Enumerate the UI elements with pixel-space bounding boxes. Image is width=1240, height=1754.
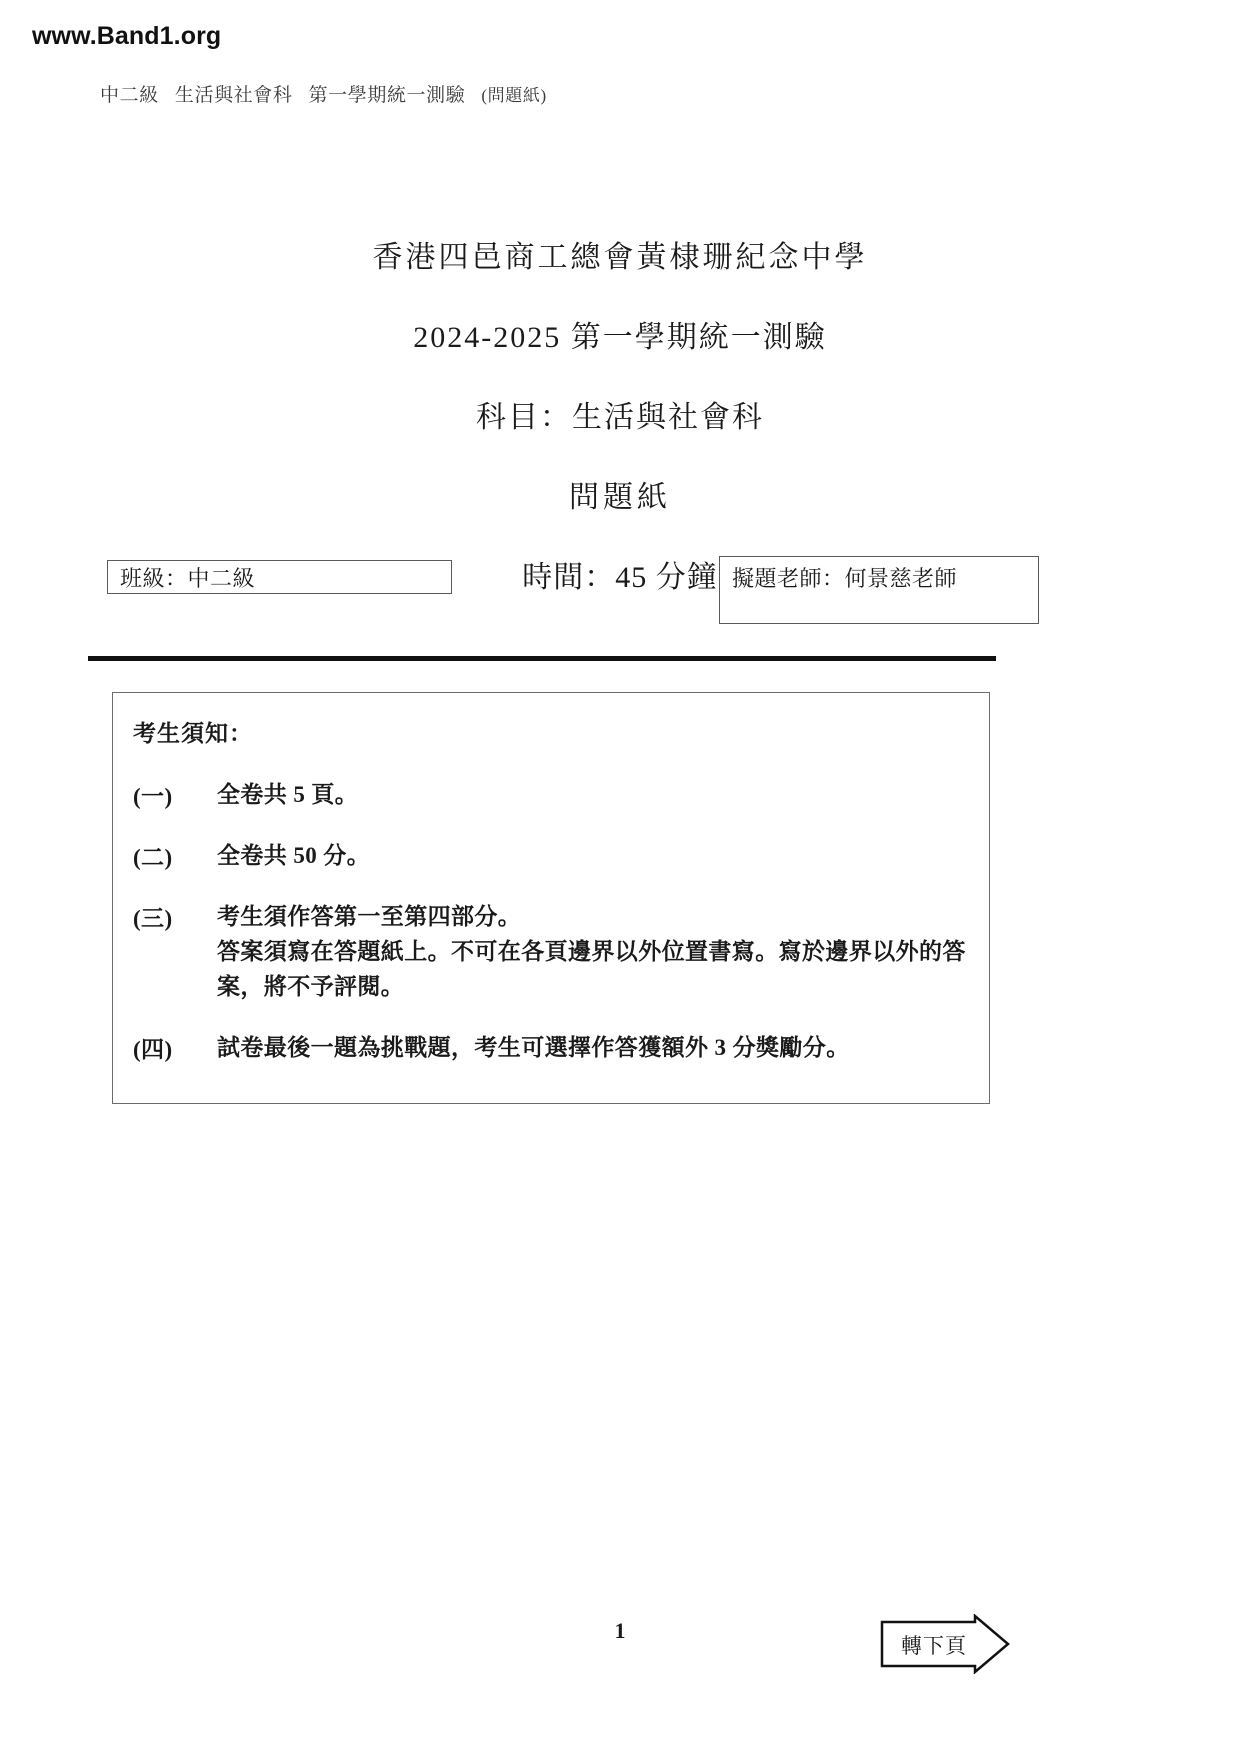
instruction-body [217, 839, 967, 874]
section-divider [88, 656, 996, 661]
class-field-label: 班級：中二級 [120, 565, 256, 591]
exam-session: 2024-2025 第一學期統一測驗 [413, 321, 827, 354]
instruction-line: 答案須寫在答題紙上。不可在各頁邊界以外位置書寫。寫於邊界以外的答案，將不予評閱。 [217, 938, 966, 999]
class-field[interactable] [107, 560, 452, 594]
paper-type: 問題紙 [569, 481, 671, 514]
instruction-body [217, 1031, 967, 1066]
info-row [0, 556, 1240, 636]
subject-line: 科目：生活與社會科 [476, 401, 764, 434]
instruction-item-2 [129, 839, 967, 874]
instruction-body [217, 778, 967, 813]
instruction-body [217, 900, 967, 1005]
breadcrumb-paper: (問題紙) [481, 86, 547, 105]
page-number: 1 [614, 1618, 626, 1643]
instructions-panel [112, 692, 990, 1104]
instruction-marker: (二) [133, 844, 173, 870]
next-page-arrow [880, 1614, 1010, 1674]
instructions-heading: 考生須知： [133, 721, 253, 746]
instruction-line: 考生須作答第一至第四部分。 [217, 903, 522, 929]
instruction-item-1 [129, 778, 967, 813]
instruction-line: 全卷共 50 分。 [217, 842, 371, 868]
next-page-label: 轉下頁 [901, 1634, 967, 1658]
instruction-line: 試卷最後一題為挑戰題，考生可選擇作答獲額外 3 分獎勵分。 [217, 1034, 850, 1060]
instruction-marker: (一) [133, 784, 173, 809]
breadcrumb-level: 中二級 [100, 85, 159, 106]
teacher-field-label: 擬題老師：何景慈老師 [732, 566, 958, 591]
instruction-marker: (三) [133, 905, 173, 931]
instruction-line: 全卷共 5 頁。 [217, 782, 359, 807]
breadcrumb-exam: 第一學期統一測驗 [308, 85, 466, 106]
site-url: www.Band1.org [32, 22, 222, 50]
breadcrumb-subject: 生活與社會科 [174, 85, 293, 106]
instruction-item-4 [129, 1031, 967, 1066]
school-name: 香港四邑商工總會黃棣珊紀念中學 [372, 241, 868, 274]
exam-duration: 時間：45 分鐘 [522, 561, 718, 594]
teacher-field[interactable] [719, 556, 1039, 624]
instruction-marker: (四) [133, 1036, 173, 1062]
instruction-item-3 [129, 900, 967, 1005]
title-block [0, 232, 1240, 596]
breadcrumb [100, 80, 547, 107]
